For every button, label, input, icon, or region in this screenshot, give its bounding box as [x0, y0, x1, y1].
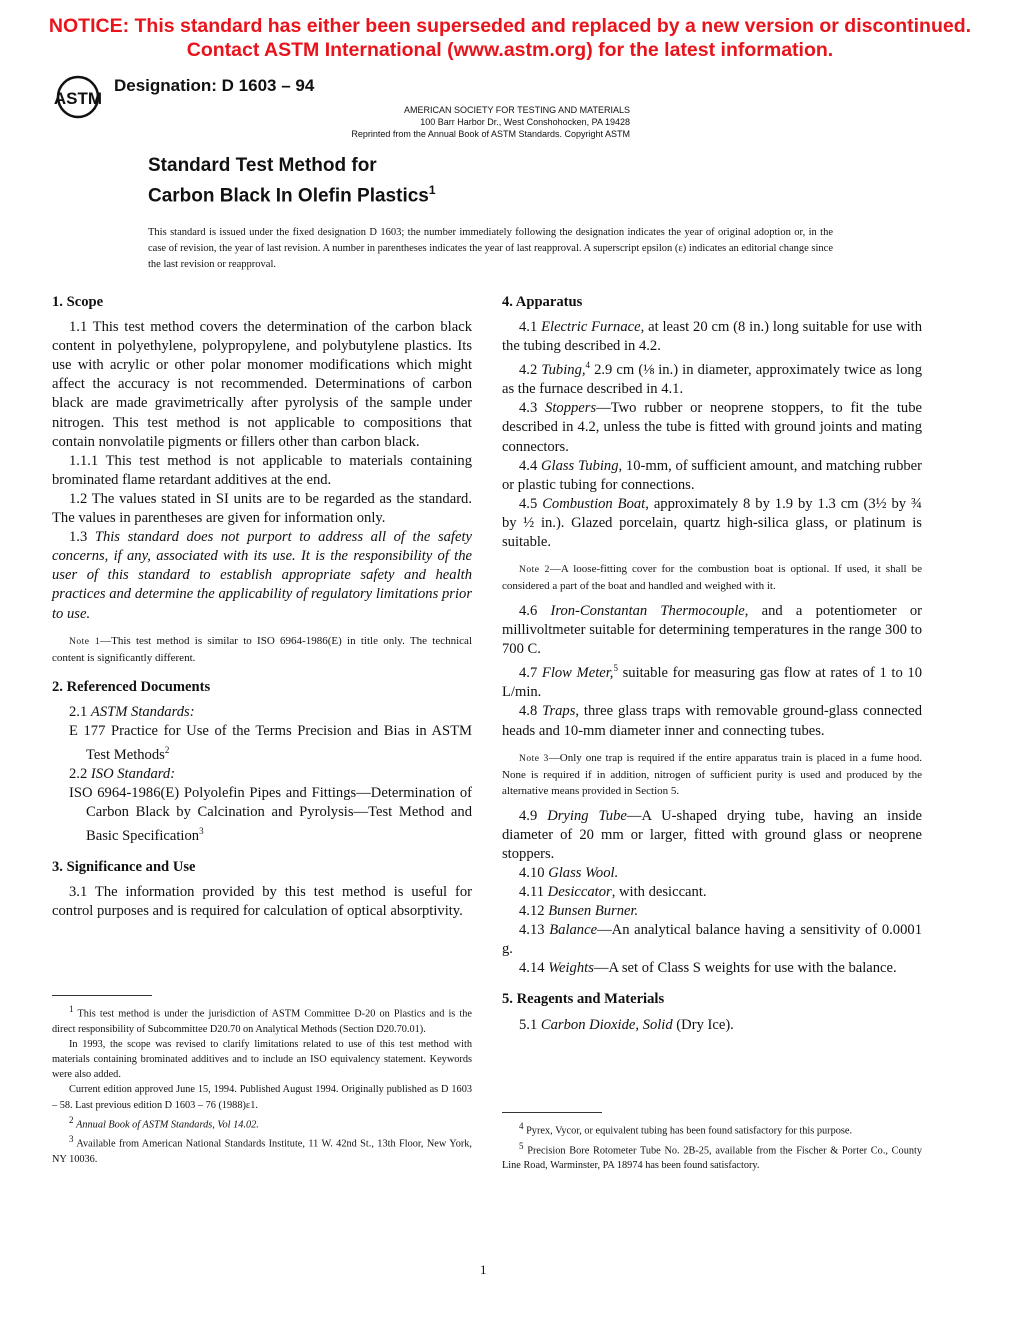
apparatus-4-1: 4.1 Electric Furnace, at least 20 cm (8 in.) long suitable for use with the tubing described in 4.2.: [502, 319, 923, 355]
note-1: Note 1—This test method is similar to ISO 6964-1986(E) in title only. The technical content is significantly different.: [52, 634, 473, 664]
notice-banner: [0, 14, 1020, 62]
scope-heading: 1. Scope: [52, 294, 104, 310]
notice-line-1: NOTICE: This standard has either been superseded and replaced by a new version or discontinued.: [48, 15, 972, 37]
footnote-2: $^2$ Annual Book of ASTM Standards, Vol 14.02.: [69, 1114, 259, 1131]
footnote-3: $^3$ Available from American National Standards Institute, 11 W. 42nd St., 13th Floor, New York, NY 10036.: [52, 1134, 472, 1166]
apparatus-4-12: 4.12 Bunsen Burner.: [519, 903, 639, 920]
society-block: [330, 104, 630, 140]
apparatus-4-3: 4.3 Stoppers—Two rubber or neoprene stoppers, to fit the tube described in 4.2, unless the tube is fitted with ground joints and mating connectors.: [502, 400, 922, 455]
apparatus-4-6: 4.6 Iron-Constantan Thermocouple, and a potentiometer or millivoltmeter suitable for determining temperatures in the range 300 to 700 C.: [502, 603, 922, 658]
apparatus-4-14: 4.14 Weights—A set of Class S weights for use with the balance.: [519, 960, 897, 977]
reprint-note: Reprinted from the Annual Book of ASTM Standards. Copyright ASTM: [351, 129, 630, 139]
left-column: [52, 293, 472, 921]
apparatus-4-11: 4.11 Desiccator, with desiccant.: [519, 883, 707, 900]
significance-3-1: 3.1 The information provided by this test method is useful for control purposes and is required for calculation of optical absorptivity.: [52, 884, 472, 920]
scope-1-1-1: 1.1.1 This test method is not applicable to materials containing brominated flame retardant additives at the end.: [52, 452, 472, 488]
preamble: This standard is issued under the fixed designation D 1603; the number immediately following the designation indicates the year of original adoption or, in the case of revision, the year of last revision. A number in parentheses indicates the year of last reapproval. A superscript epsilon (ε) indicates an editorial change since the last revision or reapproval.: [148, 227, 833, 270]
ref-2-2: 2.2 ISO Standard:: [69, 765, 176, 782]
designation: Designation: D 1603 – 94: [114, 76, 315, 95]
title-line-1: Standard Test Method for: [148, 155, 377, 176]
astm-logo-text: ASTM: [53, 89, 103, 108]
apparatus-4-9: 4.9 Drying Tube—A U-shaped drying tube, having an inside diameter of 20 mm or larger, fitted with ground glass or neoprene stoppers.: [502, 807, 923, 862]
note-3: Note 3—Only one trap is required if the entire apparatus train is placed in a fume hood. None is required if in addition, nitrogen of sufficient purity is used and produced by the alternative means provided in Section 5.: [502, 751, 922, 797]
referenced-heading: 2. Referenced Documents: [52, 678, 211, 695]
right-footnotes: [502, 1112, 922, 1173]
left-footnotes: [52, 995, 472, 1167]
footnote-rule-right: [502, 1112, 602, 1113]
title-footnote-mark: 1: [428, 183, 436, 197]
footnote-1b: In 1993, the scope was revised to clarify limitations related to use of this test method with materials containing brominated additives and to include an ISO equivalency statement. Keywords were also added.: [52, 1038, 472, 1081]
footnote-1: $^1$ This test method is under the jurisdiction of ASTM Committee D-20 on Plastics and is the direct responsibility of Subcommittee D20.70 on Analytical Methods (Section D20.70.01).: [52, 1004, 473, 1035]
apparatus-4-2: 4.2 Tubing,$^4$ 2.9 cm (⅛ in.) in diameter, approximately twice as long as the furnace described in 4.1.: [502, 360, 922, 398]
title-line-2: Carbon Black In Olefin Plastics$^1$: [148, 183, 436, 207]
significance-heading: 3. Significance and Use: [52, 859, 196, 876]
notice-line-2: Contact ASTM International (www.astm.org) for the latest information.: [186, 39, 834, 61]
apparatus-heading: 4. Apparatus: [502, 294, 583, 310]
apparatus-4-5: 4.5 Combustion Boat, approximately 8 by 1.9 by 1.3 cm (3½ by ¾ by ½ in.). Glazed porcelain, quartz high-silica glass, or platinum is suitable.: [502, 495, 922, 550]
ref-2-1: 2.1 ASTM Standards:: [69, 703, 195, 720]
footnote-1c: Current edition approved June 15, 1994. Published August 1994. Originally published as D 1603 – 58. Last previous edition D 1603 – 76 (1988)ε1.: [52, 1084, 472, 1111]
apparatus-4-8: 4.8 Traps, three glass traps with removable ground-glass connected heads and 10-mm diameter inner and connecting tubes.: [502, 703, 922, 739]
scope-1-2: 1.2 The values stated in SI units are to be regarded as the standard. The values in parentheses are given for information only.: [52, 490, 472, 527]
society-address: 100 Barr Harbor Dr., West Conshohocken, PA 19428: [420, 117, 630, 127]
footnote-5: $^5$ Precision Bore Rotometer Tube No. 2B-25, available from the Fischer & Porter Co., County Line Road, Warminster, PA 18974 has been found satisfactory.: [502, 1140, 922, 1172]
note-2: Note 2—A loose-fitting cover for the combustion boat is optional. If used, it shall be considered a part of the boat and handled and weighed with it.: [502, 563, 922, 593]
astm-logo-icon: [52, 75, 104, 119]
apparatus-4-4: 4.4 Glass Tubing, 10-mm, of sufficient amount, and matching rubber or plastic tubing for connections.: [502, 457, 922, 493]
scope-1-3: 1.3 This standard does not purport to address all of the safety concerns, if any, associated with its use. It is the responsibility of the user of this standard to establish appropriate safety and health practices and determine the applicability of regulatory limitations prior to use.: [52, 529, 472, 622]
society-name: AMERICAN SOCIETY FOR TESTING AND MATERIALS: [403, 105, 630, 115]
right-column: [502, 293, 922, 1035]
reagents-heading: 5. Reagents and Materials: [502, 991, 665, 1008]
page-title: [148, 153, 436, 208]
footnote-rule: [52, 995, 152, 996]
page-number: 1: [480, 1262, 487, 1277]
reagents-5-1: 5.1 Carbon Dioxide, Solid (Dry Ice).: [519, 1016, 734, 1033]
apparatus-4-13: 4.13 Balance—An analytical balance having a sensitivity of 0.0001 g.: [502, 922, 922, 958]
apparatus-4-10: 4.10 Glass Wool.: [519, 864, 619, 881]
footnote-4: $^4$ Pyrex, Vycor, or equivalent tubing has been found satisfactory for this purpose.: [519, 1121, 853, 1137]
ref-e177: E 177 Practice for Use of the Terms Precision and Bias in ASTM Test Methods$^2$: [69, 722, 472, 763]
ref-iso: ISO 6964-1986(E) Polyolefin Pipes and Fittings—Determination of Carbon Black by Calcination and Pyrolysis—Test Method and Basic Specification$^3$: [69, 784, 472, 844]
scope-1-1: 1.1 This test method covers the determination of the carbon black content in polyethylene, polypropylene, and polybutylene plastics. Its use with acrylic or other polar monomer modifications which might affect the accuracy is not recommended. Determinations of carbon black are made gravimetrically after pyrolysis of the sample under nitrogen. This test method is not applicable to compositions that contain nonvolatile pigments or fillers other than carbon black.: [52, 319, 472, 450]
apparatus-4-7: 4.7 Flow Meter,$^5$ suitable for measuring gas flow at rates of 1 to 10 L/min.: [502, 663, 922, 701]
